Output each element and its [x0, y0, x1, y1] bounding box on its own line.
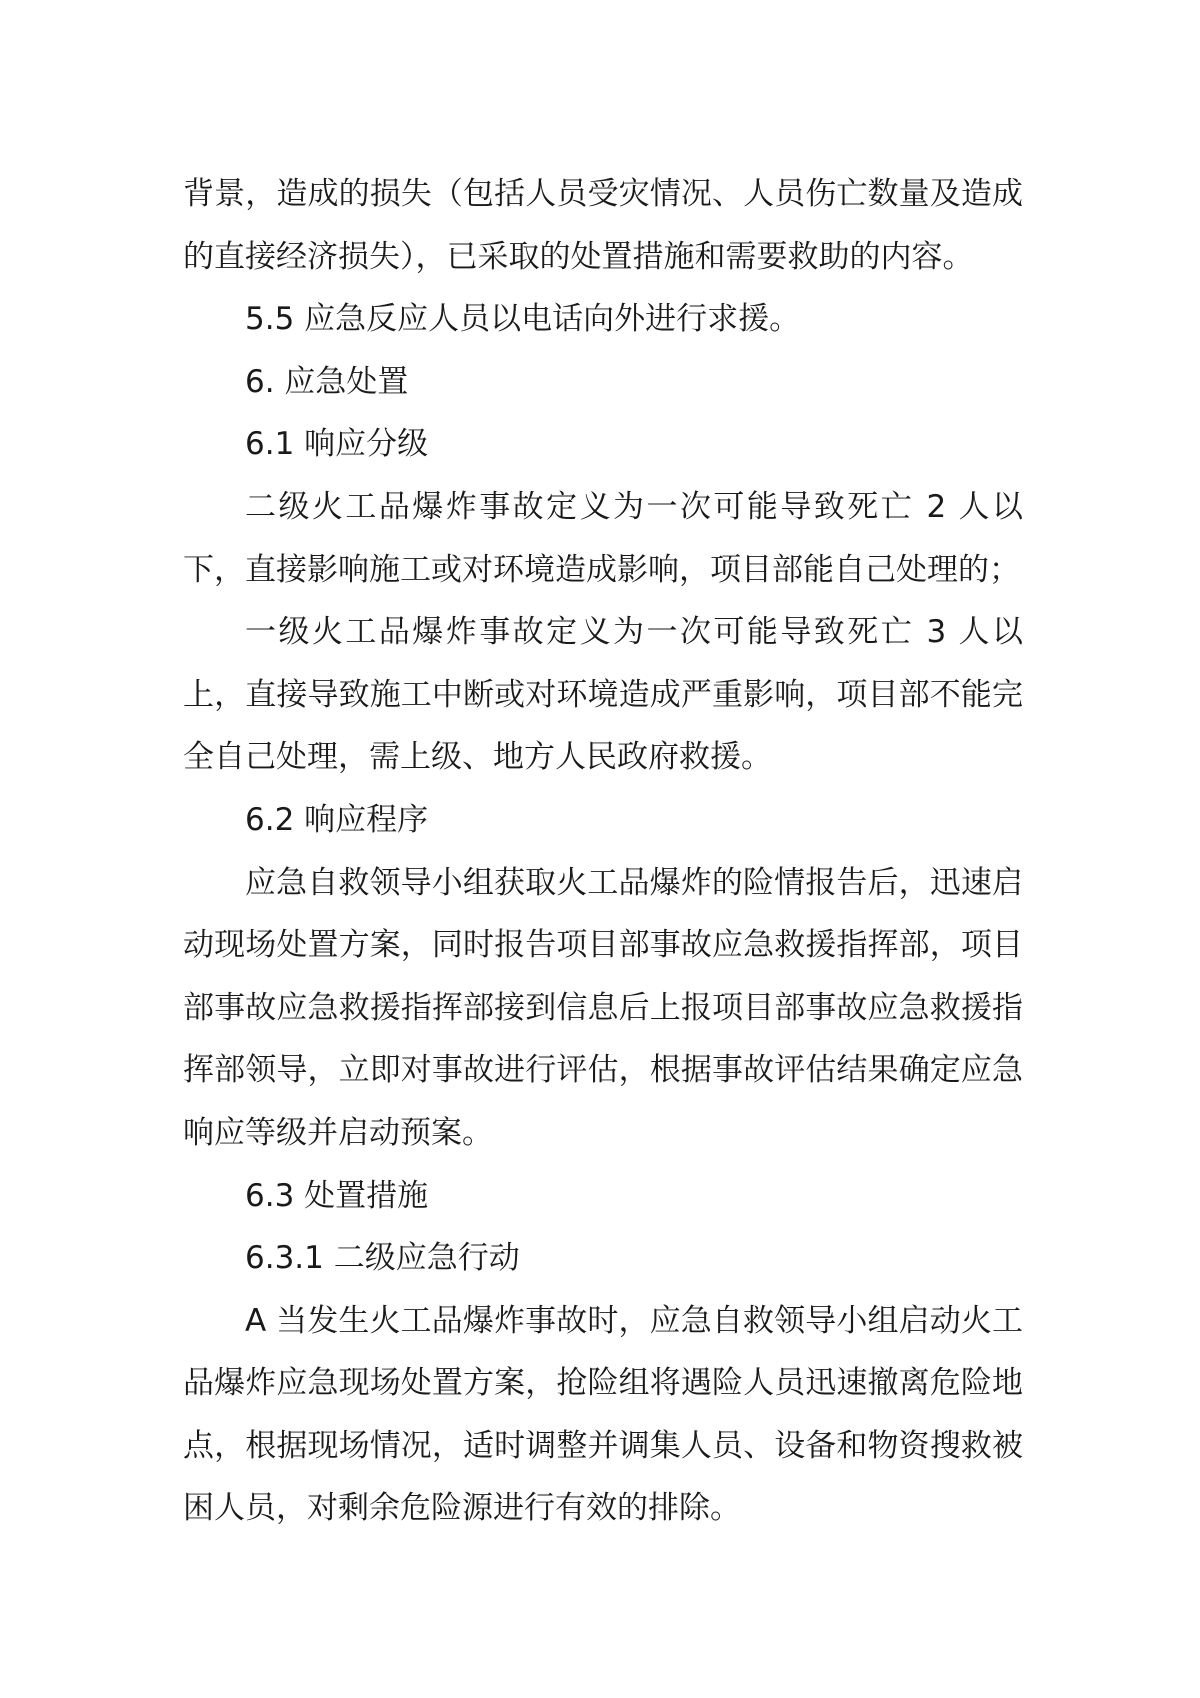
document-body: [183, 163, 1023, 1540]
paragraph-response-procedure: 应急自救领导小组获取火工品爆炸的险情报告后，迅速启动现场处置方案，同时报告项目部事故应急救援指挥部，项目部事故应急救援指挥部接到信息后上报项目部事故应急救援指挥部领导，立即对事故进行评估，根据事故评估结果确定应急响应等级并启动预案。: [183, 864, 1023, 1151]
heading-6-2: 6.2 响应程序: [245, 801, 429, 838]
heading-6: 6. 应急处置: [245, 363, 409, 400]
heading-6-1: 6.1 响应分级: [245, 426, 429, 463]
paragraph-continued: 背景，造成的损失（包括人员受灾情况、人员伤亡数量及造成的直接经济损失），已采取的处置措施和需要救助的内容。: [183, 176, 1023, 275]
paragraph-action-a: A 当发生火工品爆炸事故时，应急自救领导小组启动火工品爆炸应急现场处置方案，抢险组将遇险人员迅速撤离危险地点，根据现场情况，适时调整并调集人员、设备和物资搜救被困人员，对剩余危险源进行有效的排除。: [183, 1302, 1023, 1527]
heading-6-3: 6.3 处置措施: [245, 1177, 429, 1214]
heading-6-3-1: 6.3.1 二级应急行动: [245, 1240, 520, 1277]
paragraph-level-two-definition: 二级火工品爆炸事故定义为一次可能导致死亡 2 人以下，直接影响施工或对环境造成影响，项目部能自己处理的；: [183, 488, 1023, 588]
paragraph-5-5: 5.5 应急反应人员以电话向外进行求援。: [245, 301, 801, 338]
paragraph-level-one-definition: 一级火工品爆炸事故定义为一次可能导致死亡 3 人以上，直接导致施工中断或对环境造成严重影响，项目部不能完全自己处理，需上级、地方人民政府救援。: [183, 614, 1023, 776]
